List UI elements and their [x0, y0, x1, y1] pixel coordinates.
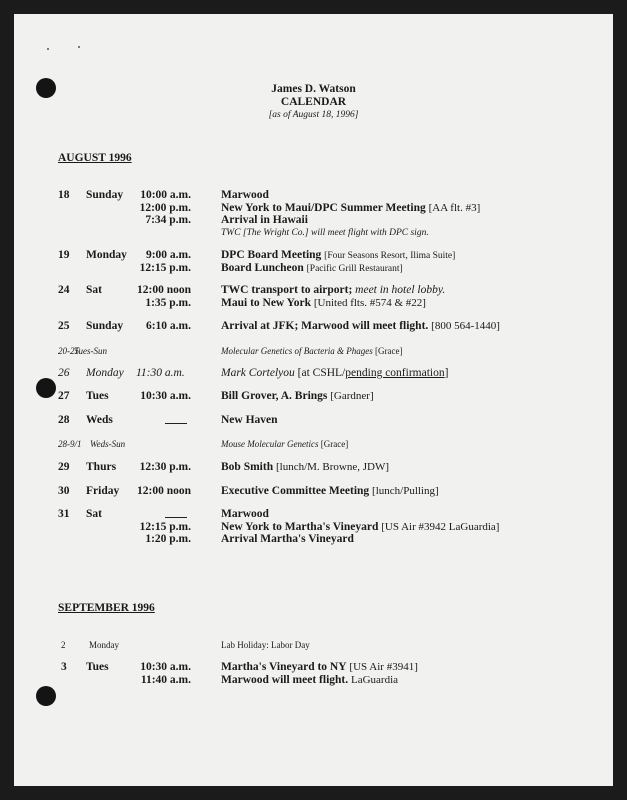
- entry-date: 24: [58, 284, 70, 296]
- entry-weekday: Weds-Sun: [90, 439, 126, 449]
- entry-time: 12:30 p.m.: [139, 461, 191, 473]
- entry-time: 1:20 p.m.: [145, 533, 191, 545]
- entry-event: DPC Board Meeting [Four Seasons Resort, Ilima Suite]: [221, 249, 456, 261]
- entry-event: Marwood: [221, 189, 269, 201]
- entry-time: 12:00 noon: [137, 485, 191, 497]
- document-header: [14, 83, 613, 122]
- entry-date: 18: [58, 189, 70, 201]
- entry-date: 29: [58, 461, 70, 473]
- calendar-entry: [14, 461, 613, 474]
- entry-time: 1:35 p.m.: [145, 296, 191, 309]
- entry-time: 10:00 a.m.: [140, 189, 191, 201]
- entry-weekday: Monday: [89, 640, 119, 650]
- entry-weekday: Sunday: [86, 189, 124, 201]
- entry-event: Arrival Martha's Vineyard: [221, 533, 354, 545]
- entry-event: Mark Cortelyou [at CSHL/pending confirmation]: [221, 367, 449, 379]
- entry-time: 12:15 p.m.: [139, 520, 191, 533]
- entry-date: 28-9/1: [58, 439, 82, 449]
- entry-date: 2: [61, 640, 66, 650]
- entry-weekday: Monday: [86, 367, 124, 379]
- entry-event: Mouse Molecular Genetics [Grace]: [221, 439, 349, 449]
- calendar-entry: [14, 249, 613, 274]
- entry-event: Bill Grover, A. Brings [Gardner]: [221, 390, 374, 402]
- entry-date: 31: [58, 508, 70, 520]
- entry-event: Arrival in Hawaii: [221, 214, 308, 226]
- entry-event: Executive Committee Meeting [lunch/Pulling]: [221, 485, 439, 497]
- calendar-entry: [14, 189, 613, 239]
- entry-weekday: Tues: [86, 390, 109, 402]
- entry-time: 11:40 a.m.: [140, 673, 191, 686]
- entry-event: Arrival at JFK; Marwood will meet flight. [800 564-1440]: [221, 320, 500, 332]
- document-title: CALENDAR: [280, 96, 347, 108]
- blank-time-line: [157, 414, 187, 427]
- entry-event: New York to Martha's Vineyard [US Air #3942 LaGuardia]: [221, 520, 500, 533]
- document-page: [14, 14, 613, 786]
- entry-event: New York to Maui/DPC Summer Meeting [AA flt. #3]: [221, 201, 481, 214]
- entry-weekday: Sat: [86, 508, 102, 520]
- entry-weekday: Weds: [86, 414, 113, 426]
- entry-time: 10:30 a.m.: [140, 390, 191, 402]
- entry-weekday: Monday: [86, 249, 127, 261]
- entry-weekday: Tues-Sun: [74, 346, 108, 356]
- blank-time-line: [157, 508, 187, 521]
- entry-weekday: Thurs: [86, 461, 117, 473]
- calendar-entry: [14, 661, 613, 686]
- entry-event: TWC transport to airport; meet in hotel lobby.: [221, 284, 446, 296]
- entry-event: Board Luncheon [Pacific Grill Restaurant]: [221, 261, 403, 274]
- paper-speck: [47, 48, 49, 50]
- entry-time: 12:00 p.m.: [139, 201, 191, 214]
- owner-name: James D. Watson: [271, 83, 356, 95]
- entry-note: TWC [The Wright Co.] will meet flight with DPC sign.: [221, 227, 429, 238]
- entry-date: 26: [58, 367, 70, 379]
- calendar-entry: [14, 639, 613, 652]
- entry-time: 10:30 a.m.: [140, 661, 191, 673]
- entry-event: Molecular Genetics of Bacteria & Phages [Grace]: [221, 346, 403, 356]
- entry-event: Martha's Vineyard to NY [US Air #3941]: [221, 661, 418, 673]
- entry-time: 12:15 p.m.: [139, 261, 191, 274]
- entry-time: 7:34 p.m.: [145, 214, 191, 226]
- entry-event: Bob Smith [lunch/M. Browne, JDW]: [221, 461, 390, 473]
- entry-date: 19: [58, 249, 70, 261]
- entry-weekday: Sunday: [86, 320, 124, 332]
- entry-event: Marwood: [221, 508, 269, 520]
- entry-time: 12:00 noon: [137, 284, 191, 296]
- entry-date: 3: [61, 661, 67, 673]
- calendar-entry: [14, 390, 613, 403]
- section-heading-september: SEPTEMBER 1996: [58, 602, 155, 614]
- calendar-entry: [14, 508, 613, 546]
- entry-time: 9:00 a.m.: [145, 249, 191, 261]
- entry-date: 25: [58, 320, 70, 332]
- entry-event: Maui to New York [United flts. #574 & #22]: [221, 296, 426, 309]
- entry-event: Lab Holiday: Labor Day: [221, 640, 310, 650]
- entry-event: New Haven: [221, 414, 278, 426]
- entry-weekday: Sat: [86, 284, 102, 296]
- entry-event: Marwood will meet flight. LaGuardia: [221, 673, 399, 686]
- calendar-entry: [14, 367, 613, 380]
- entry-time: 6:10 a.m.: [145, 320, 191, 332]
- calendar-entry: [14, 414, 613, 427]
- entry-date: 20-25: [58, 346, 79, 356]
- entry-weekday: Friday: [86, 485, 120, 497]
- paper-speck: [78, 46, 80, 48]
- calendar-entry: [14, 485, 613, 498]
- punch-hole-bottom: [36, 686, 56, 706]
- calendar-entry: [14, 438, 613, 451]
- entry-date: 27: [58, 390, 70, 402]
- section-heading-august: AUGUST 1996: [58, 152, 132, 164]
- calendar-entry: [14, 345, 613, 358]
- entry-date: 28: [58, 414, 70, 426]
- calendar-entry: [14, 284, 613, 309]
- entry-weekday: Tues: [86, 661, 109, 673]
- as-of-date: [as of August 18, 1996]: [268, 110, 359, 120]
- calendar-entry: [14, 320, 613, 333]
- entry-date: 30: [58, 485, 70, 497]
- entry-time: 11:30 a.m.: [136, 367, 185, 379]
